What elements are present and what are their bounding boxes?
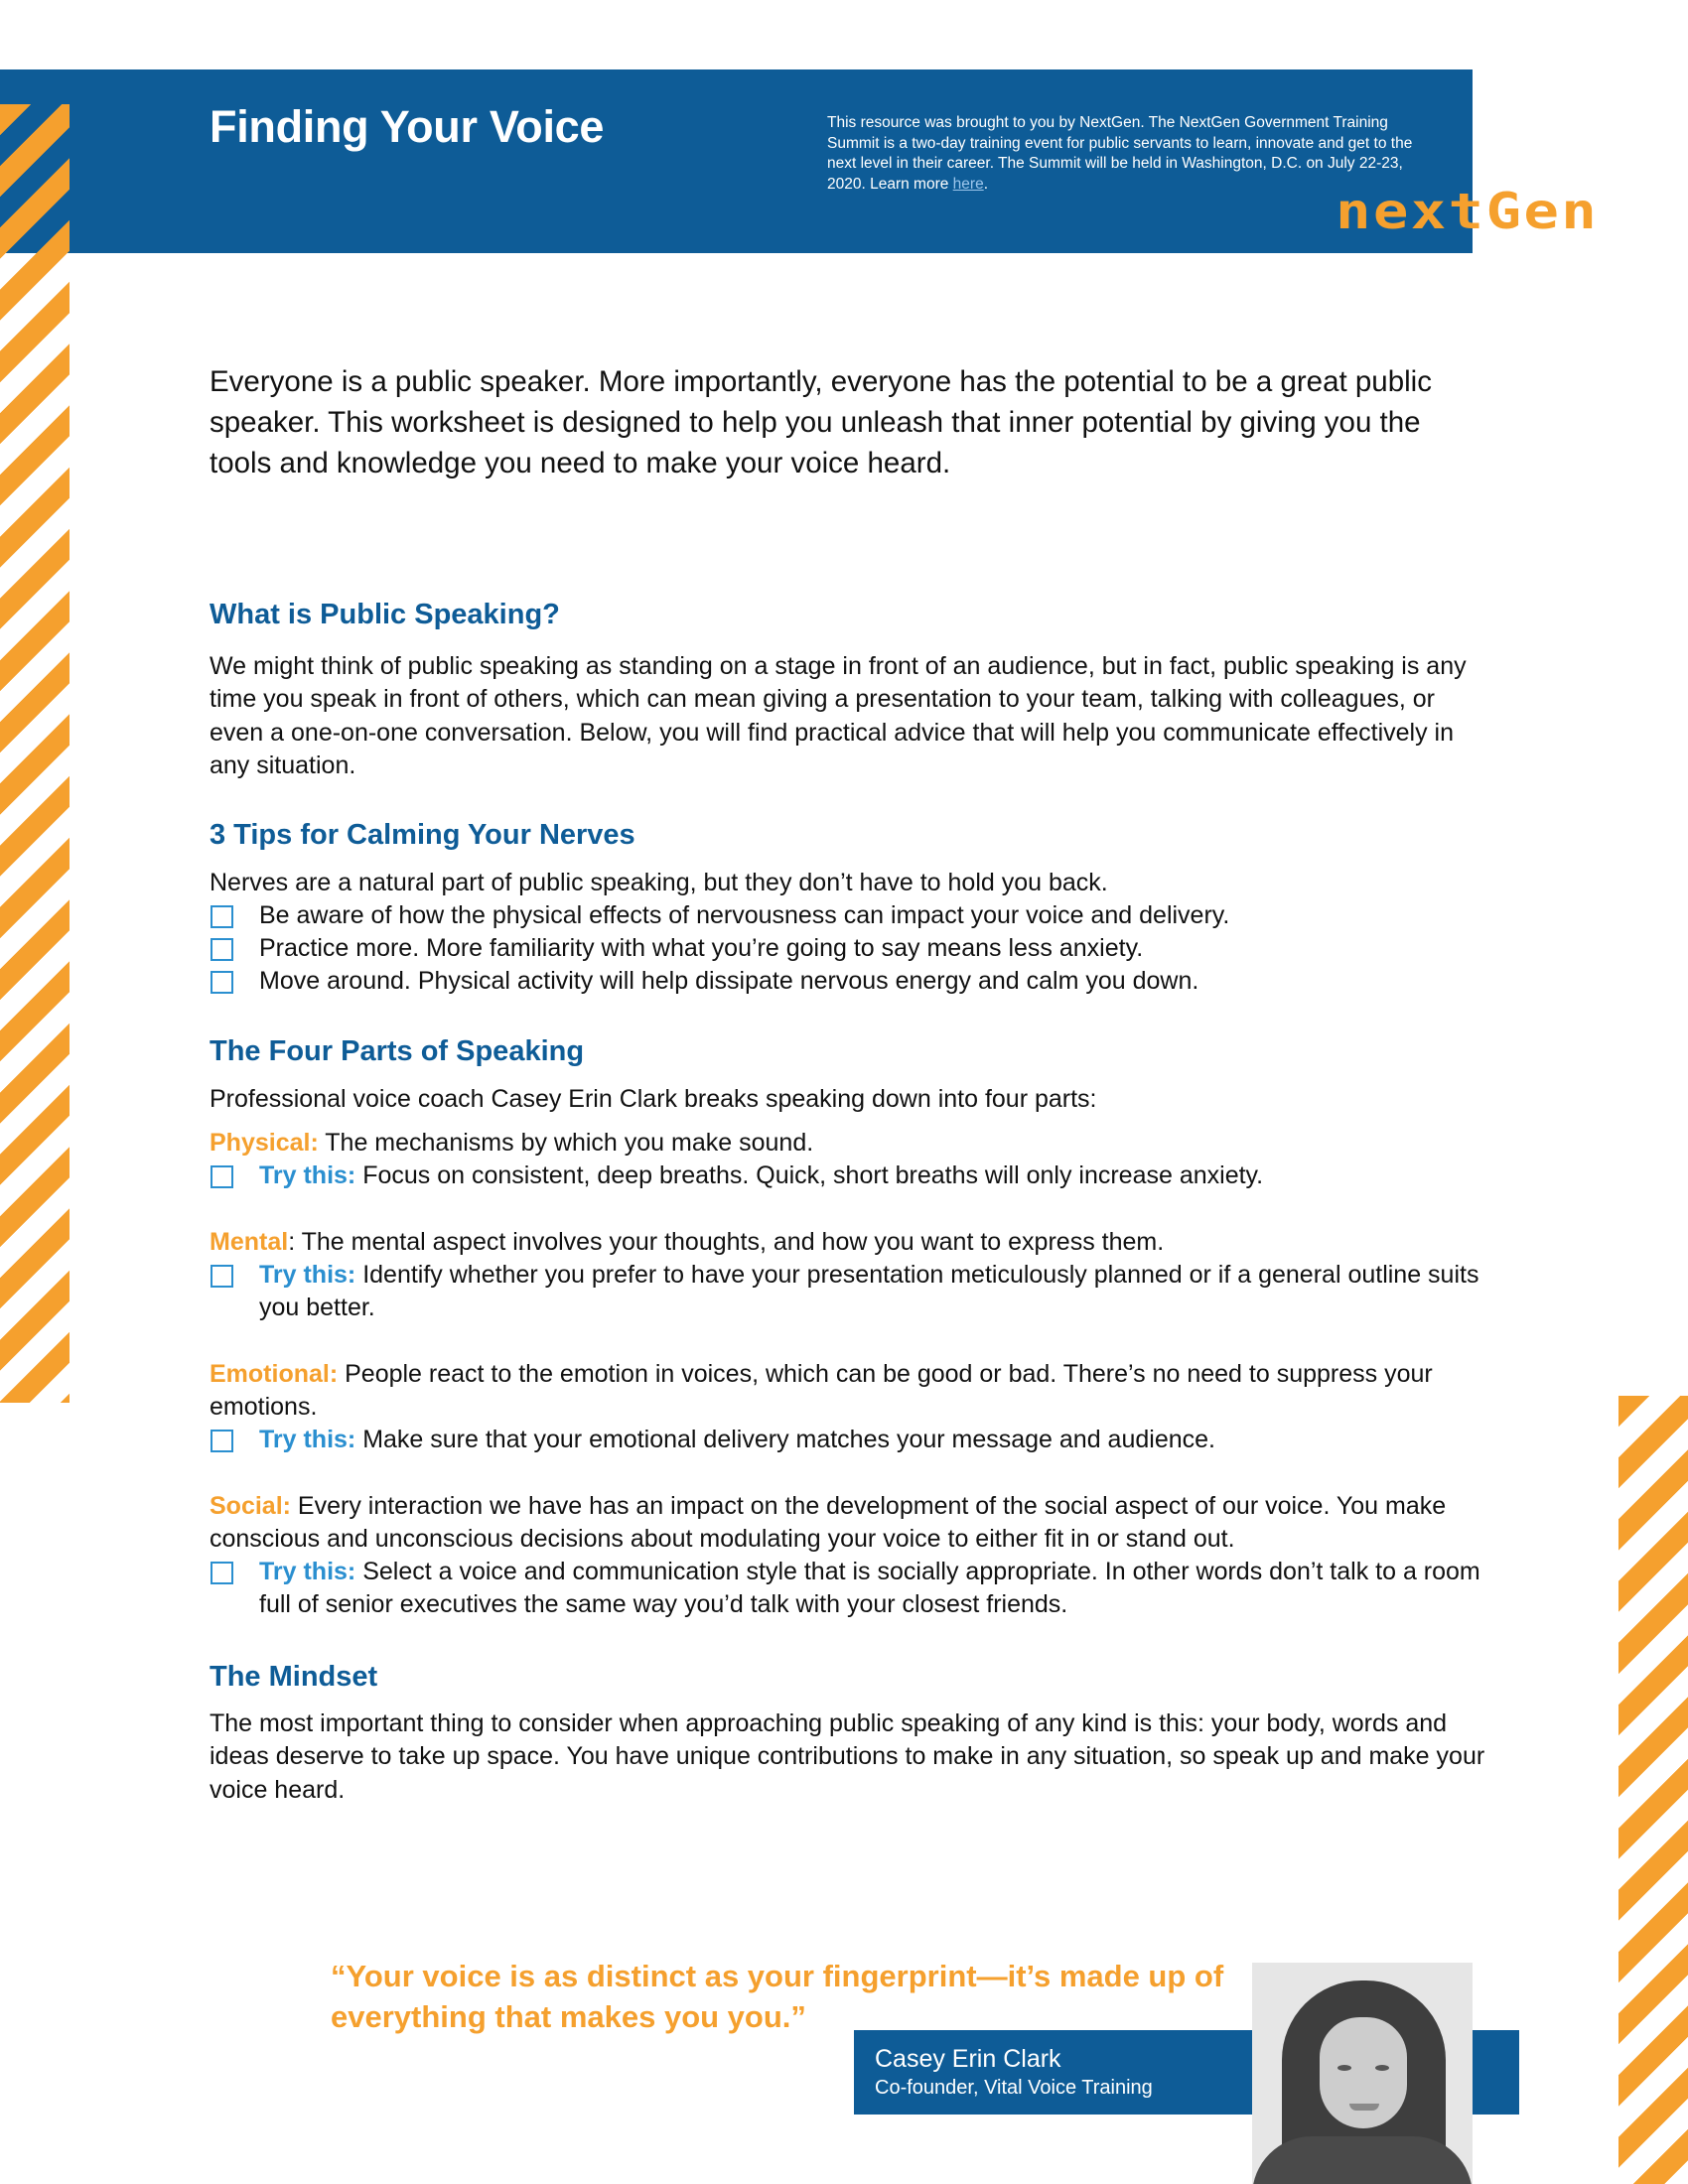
tip-text: Practice more. More familiarity with what you’re going to say means less anxiety.	[259, 934, 1144, 962]
part-desc: The mechanisms by which you make sound.	[318, 1129, 814, 1157]
try-this-item	[210, 1424, 1490, 1456]
promo-text	[827, 113, 1413, 195]
tips-lead: Nerves are a natural part of public speaking, but they don’t have to hold you back.	[210, 869, 1108, 896]
learn-more-link[interactable]: here	[952, 175, 984, 193]
part-desc: Every interaction we have has an impact on the development of the social aspect of our voice. You make conscious and unconscious decisions about modulating your voice to either fit in or stand out.	[210, 1492, 1447, 1554]
heading-mindset: The Mindset	[210, 1661, 378, 1693]
promo-end: .	[983, 175, 989, 193]
header-stripes	[0, 104, 70, 253]
try-this-text: Focus on consistent, deep breaths. Quick, short breaths will only increase anxiety.	[355, 1161, 1264, 1189]
checkbox[interactable]	[211, 971, 233, 994]
four-parts-lead: Professional voice coach Casey Erin Clark breaks speaking down into four parts:	[210, 1085, 1097, 1113]
part-physical	[210, 1127, 1490, 1160]
tip-item	[210, 899, 1490, 932]
try-this-item	[210, 1556, 1490, 1622]
try-this-item	[210, 1259, 1490, 1325]
try-this-text: Identify whether you prefer to have your presentation meticulously planned or if a general outline suits you better.	[259, 1261, 1479, 1322]
heading-calming-nerves: 3 Tips for Calming Your Nerves	[210, 819, 635, 851]
nextgen-logo: nextGen	[1336, 183, 1600, 240]
pull-quote: “Your voice is as distinct as your fingerprint—it’s made up of everything that makes you you.”	[331, 1959, 1224, 2034]
tip-item	[210, 965, 1490, 998]
checkbox[interactable]	[211, 1430, 233, 1452]
checkbox[interactable]	[211, 1265, 233, 1288]
decorative-stripes-left	[0, 104, 70, 1403]
try-this-label: Try this:	[259, 1261, 356, 1289]
checkbox[interactable]	[211, 1562, 233, 1584]
try-this-text: Select a voice and communication style that is socially appropriate. In other words don’t talk to a room full of senior executives the same way you’d talk with your closest friends.	[259, 1558, 1480, 1619]
intro-paragraph: Everyone is a public speaker. More importantly, everyone has the potential to be a great public speaker. This worksheet is designed to help you unleash that inner potential by giving you the tools and knowledge you need to make your voice heard.	[210, 365, 1432, 479]
tip-text: Be aware of how the physical effects of nervousness can impact your voice and delivery.	[259, 901, 1230, 929]
part-label: Mental	[210, 1228, 289, 1256]
part-mental	[210, 1226, 1490, 1259]
checkbox[interactable]	[211, 905, 233, 928]
part-desc: : The mental aspect involves your thoughts, and how you want to express them.	[288, 1228, 1165, 1256]
decorative-stripes-right	[1618, 1396, 1688, 2184]
part-desc: People react to the emotion in voices, which can be good or bad. There’s no need to suppress your emotions.	[210, 1360, 1433, 1422]
mindset-body: The most important thing to consider when approaching public speaking of any kind is this: your body, words and ideas deserve to take up space. You have unique contributions to make in any situation, so speak up and make your voice heard.	[210, 1709, 1485, 1804]
promo-body: This resource was brought to you by NextGen. The NextGen Government Training Summit is a two-day training event for public servants to learn, innovate and get to the next level in their career. The Summit will be held in Washington, D.C. on July 22-23, 2020. Learn more	[827, 114, 1413, 193]
heading-four-parts: The Four Parts of Speaking	[210, 1035, 585, 1067]
portrait-photo	[1252, 1963, 1473, 2184]
try-this-label: Try this:	[259, 1558, 356, 1585]
page-title: Finding Your Voice	[210, 101, 605, 152]
part-emotional	[210, 1358, 1490, 1425]
part-label: Social:	[210, 1492, 291, 1520]
heading-what-is-public-speaking: What is Public Speaking?	[210, 599, 560, 630]
try-this-label: Try this:	[259, 1426, 356, 1453]
what-is-body: We might think of public speaking as standing on a stage in front of an audience, but in fact, public speaking is any time you speak in front of others, which can mean giving a presentation to your team, talking with colleagues, or even a one-on-one conversation. Below, you will find practical advice that will help you communicate effectively in any situation.	[210, 652, 1467, 779]
try-this-label: Try this:	[259, 1161, 356, 1189]
tip-text: Move around. Physical activity will help dissipate nervous energy and calm you down.	[259, 967, 1199, 995]
checkbox[interactable]	[211, 938, 233, 961]
attribution-name: Casey Erin Clark	[875, 2045, 1061, 2073]
part-label: Emotional:	[210, 1360, 339, 1388]
part-social	[210, 1490, 1490, 1557]
tip-item	[210, 932, 1490, 965]
attribution-role: Co-founder, Vital Voice Training	[875, 2077, 1153, 2099]
checkbox[interactable]	[211, 1165, 233, 1188]
try-this-text: Make sure that your emotional delivery matches your message and audience.	[355, 1426, 1215, 1453]
try-this-item	[210, 1160, 1490, 1192]
part-label: Physical:	[210, 1129, 319, 1157]
